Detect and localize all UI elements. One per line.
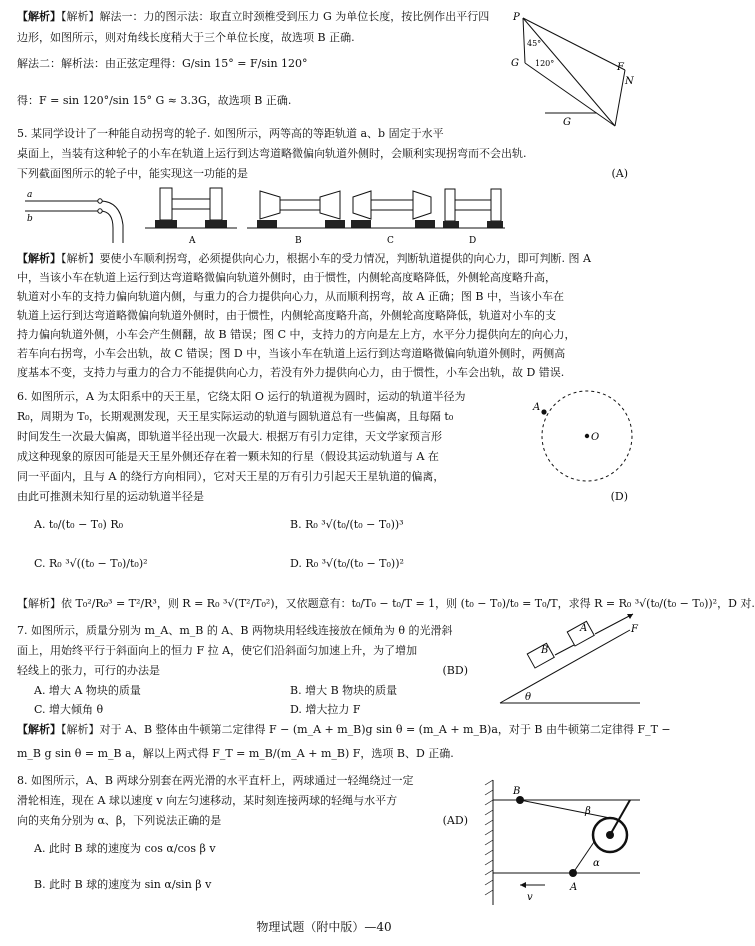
q6-line-3: 时间发生一次最大偏离，即轨道半径出现一次最大. 根据万有引力定律，天文学家预言形	[17, 430, 442, 443]
top-analysis-line-4: 得：F = sin 120°/sin 15° G ≈ 3.3G，故选项 B 正确.	[17, 94, 292, 107]
q8-answer: (AD)	[442, 814, 468, 827]
q8-option-a: A. 此时 B 球的速度为 cos α/cos β v	[34, 842, 216, 855]
caption-b: B	[295, 236, 302, 246]
q5-analysis-5: 持力偏向轨道外侧，小车会产生侧翻，故 B 错误；图 C 中，支持力的方向是左上方，水平分力提供向左的向心力，	[17, 328, 576, 341]
q7-answer: (BD)	[442, 664, 468, 677]
q5-analysis-1: 【解析】【解析】要使小车顺利拐弯，必须提供向心力，根据小车的受力情况，判断轨道提供的向心力，即可判断. 图 A	[17, 252, 591, 265]
wheel-option-d	[437, 189, 505, 228]
q5-line-3: 下列截面图所示的轮子中，能实现这一功能的是	[17, 167, 248, 180]
q8-line-1: 8. 如图所示，A、B 两球分别套在两光滑的水平直杆上，两球通过一轻绳绕过一定	[17, 774, 414, 787]
force-f: F	[631, 624, 638, 635]
q5-figure	[25, 183, 505, 248]
caption-d: D	[469, 236, 477, 246]
caption-c: C	[387, 236, 394, 246]
q5-line-1: 5. 某同学设计了一种能自动拐弯的轮子. 如图所示，两等高的等距轨道 a、b 固定于水平	[17, 127, 444, 140]
planet-a-label: A	[533, 402, 541, 413]
q6-line-2: R₀，周期为 T₀，长期观测发现，天王星实际运动的轨道与圆轨道总有一些偏离，且每隔 t₀	[17, 410, 454, 423]
text: 【解析】对于 A、B 整体由牛顿第二定律得 F − (m_A + m_B)g sin θ = (m_A + m_B)a，对于 B 由牛顿第二定律得 F_T −	[61, 723, 671, 736]
q6-line-1: 6. 如图所示，A 为太阳系中的天王星，它绕太阳 O 运行的轨道视为圆时，运动的轨道半径为	[17, 390, 466, 403]
block-b: B	[541, 645, 549, 656]
q6-answer: (D)	[610, 490, 628, 503]
q6-option-a: A. t₀/(t₀ − T₀) R₀	[34, 518, 124, 531]
q8-option-b: B. 此时 B 球的速度为 sin α/sin β v	[34, 878, 212, 891]
q5-analysis-3: 轨道对小车的支持力偏向轨道内侧，与重力的合力提供向心力，从而顺利拐弯，故 A 正确；图 B 中，当该小车在	[17, 290, 565, 303]
angle-alpha: α	[593, 858, 600, 869]
q7-option-b: B. 增大 B 物块的质量	[290, 684, 398, 697]
wheel-option-c	[343, 191, 443, 228]
page-footer: 物理试题（附中版）—40	[256, 920, 392, 934]
q5-analysis-6: 若车向右拐弯，小车会出轨，故 C 错误；图 D 中，当该小车在轨道上运行到达弯道略微偏向轨道外侧时，两侧高	[17, 347, 566, 360]
angle-beta: β	[585, 806, 591, 817]
q7-option-a: A. 增大 A 物块的质量	[34, 684, 141, 697]
wheel-option-a	[145, 188, 237, 228]
text: 【解析】依 T₀²/R₀³ = T²/R³，则 R = R₀ ³√(T²/T₀²)，又依题意有：t₀/T₀ − t₀/T = 1，则 (t₀ − T₀)/t₀ = T₀/T，求得 R = R₀ ³√(t₀/(t₀ − T₀))²，D 对.	[17, 597, 755, 610]
q5-analysis-7: 度基本不变，支持力与重力的合力不能提供向心力，若没有外力提供向心力，由于惯性，小车会出轨，故 D 错误.	[17, 366, 565, 379]
label-p: P	[513, 12, 520, 23]
caption-a: A	[189, 236, 196, 246]
q7-option-d: D. 增大拉力 F	[290, 703, 361, 716]
q5-analysis-2: 中，当该小车在轨道上运行到达弯道略微偏向轨道外侧时，由于惯性，内侧轮高度略降低，外侧轮高度略升高，	[17, 271, 556, 284]
q7-analysis-1: 【解析】【解析】对于 A、B 整体由牛顿第二定律得 F − (m_A + m_B)g sin θ = (m_A + m_B)a，对于 B 由牛顿第二定律得 F_T −	[17, 723, 671, 736]
q6-option-d: D. R₀ ³√(t₀/(t₀ − T₀))²	[290, 557, 404, 570]
label-g: G	[511, 58, 519, 69]
label-45: 45°	[527, 39, 542, 48]
ball-b: B	[513, 786, 521, 797]
top-analysis-line-1: 【解析】【解析】解法一：力的图示法：取直立时颈椎受到压力 G 为单位长度，按比例作出平行四	[17, 10, 490, 23]
force-diagram	[505, 8, 640, 133]
q7-line-2: 面上，用始终平行于斜面向上的恒力 F 拉 A，使它们沿斜面匀加速上升，为了增加	[17, 644, 418, 657]
q6-line-5: 同一平面内，且与 A 的绕行方向相同），它对天王星的万有引力引起天王星轨道的偏离，	[17, 470, 445, 483]
q6-line-6: 由此可推测未知行星的运动轨道半径是	[17, 490, 204, 503]
q6-option-c: C. R₀ ³√((t₀ − T₀)/t₀)²	[34, 557, 148, 570]
q6-analysis	[17, 595, 755, 612]
track-a: a	[27, 190, 33, 200]
label-g2: G	[563, 117, 571, 128]
q6-option-b: B. R₀ ³√(t₀/(t₀ − T₀))³	[290, 518, 404, 531]
q7-analysis-2: m_B g sin θ = m_B a，解以上两式得 F_T = m_B/(m_A + m_B) F，选项 B、D 正确.	[17, 747, 454, 760]
label-n: N	[625, 76, 634, 87]
q8-line-2: 滑轮相连，现在 A 球以速度 v 向左匀速移动，某时刻连接两球的轻绳与水平方	[17, 794, 398, 807]
sun-o-label: O	[591, 432, 600, 443]
label-f: F	[617, 62, 624, 73]
block-a: A	[580, 623, 588, 634]
top-analysis-line-2: 边形，如图所示，则对角线长度稍大于三个单位长度，故选项 B 正确.	[17, 31, 355, 44]
text: 【解析】解法一：力的图示法：取直立时颈椎受到压力 G 为单位长度，按比例作出平行四	[61, 10, 490, 23]
label-120: 120°	[535, 59, 555, 68]
q5-line-2: 桌面上，当装有这种轮子的小车在轨道上运行到达弯道略微偏向轨道外侧时，会顺利实现拐弯而不会出轨.	[17, 147, 527, 160]
q5-answer: (A)	[611, 167, 628, 180]
ball-a: A	[570, 882, 578, 893]
q7-option-c: C. 增大倾角 θ	[34, 703, 104, 716]
top-analysis-line-3: 解法二：解析法：由正弦定理得：G/sin 15° = F/sin 120°	[17, 57, 308, 70]
q8-line-3: 向的夹角分别为 α、β，下列说法正确的是	[17, 814, 222, 827]
text: 【解析】要使小车顺利拐弯，必须提供向心力，根据小车的受力情况，判断轨道提供的向心力，即可判断. 图 A	[61, 252, 591, 265]
q7-line-3: 轻线上的张力，可行的办法是	[17, 664, 160, 677]
incline-figure	[495, 618, 645, 708]
q7-line-1: 7. 如图所示，质量分别为 m_A、m_B 的 A、B 两物块用轻线连接放在倾角为 θ 的光滑斜	[17, 624, 453, 637]
q5-analysis-4: 轨道上运行到达弯道略微偏向轨道外侧时，由于惯性，内侧轮高度略升高，外侧轮高度略降低，轨道对小车的支	[17, 309, 556, 322]
angle-theta: θ	[525, 692, 532, 703]
track-b: b	[27, 214, 33, 224]
pulley-figure	[485, 780, 645, 910]
q6-line-4: 成这种现象的原因可能是天王星外侧还存在着一颗未知的行星（假设其运动轨道与 A 在	[17, 450, 439, 463]
orbit-figure	[527, 388, 642, 493]
velocity-v: v	[527, 892, 533, 903]
wheel-option-b	[247, 191, 353, 228]
